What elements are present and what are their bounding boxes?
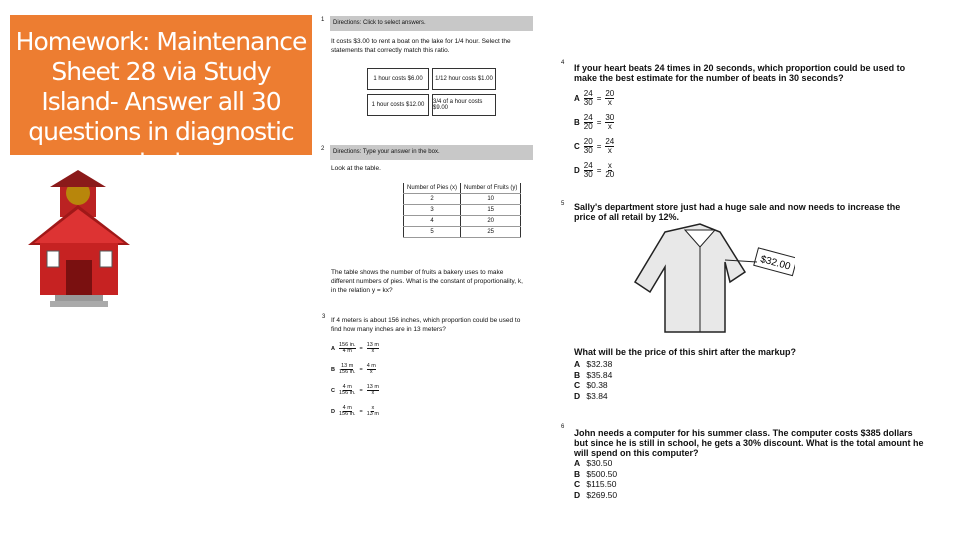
q1-directions: Directions: Click to select answers. <box>330 16 533 31</box>
fraction <box>584 90 593 107</box>
numerator: 156 in. <box>338 341 356 348</box>
option-letter: D <box>574 390 581 401</box>
q2-number: 2 <box>321 146 325 152</box>
q1-number: 1 <box>321 17 325 23</box>
fraction <box>367 406 379 418</box>
q2-directions: Directions: Type your answer in the box. <box>330 145 533 160</box>
q1-option-4[interactable]: 3/4 of a hour costs $9.00 <box>432 94 496 116</box>
fraction <box>584 114 593 131</box>
q1-option-1[interactable]: 1 hour costs $6.00 <box>367 68 429 90</box>
denominator: 20 <box>605 169 615 179</box>
answer-option[interactable]: C $\frac{4 m}{156 in.}$ = $\frac{13 m}{x}$ <box>331 383 379 396</box>
answer-option[interactable]: B $\frac{13 m}{156 in.}$ = $\frac{4 m}{x}$ <box>331 362 376 375</box>
numerator: 24 <box>605 136 615 146</box>
numerator: 4 m <box>342 383 352 390</box>
q5-text: Sally's department store just had a huge sale and now needs to increase the price of all retail by 12%. <box>574 202 901 222</box>
numerator: 24 <box>583 160 593 170</box>
option-letter: B <box>574 369 581 380</box>
option-letter: B <box>331 366 335 373</box>
q5-number: 5 <box>561 201 565 207</box>
denominator: 156 in. <box>338 411 356 417</box>
numerator: 13 m <box>341 362 354 369</box>
fraction <box>605 114 614 131</box>
q3-options <box>331 338 379 422</box>
denominator: 13 m <box>366 411 379 417</box>
slide-title: Homework: Maintenance Sheet 28 via Study Island- Answer all 30 questions in diagnostic test <box>10 15 312 155</box>
q6-text: John needs a computer for his summer class. The computer costs $385 dollars but since he is still in school, he gets a 30% discount. What is the total amount he will spend on this computer? <box>574 428 924 458</box>
q2-cell: 3 <box>404 205 461 216</box>
q6-number: 6 <box>561 424 565 430</box>
denominator: x <box>371 348 375 354</box>
fraction <box>367 385 379 397</box>
fraction <box>339 364 356 376</box>
option-letter: A <box>331 345 335 352</box>
option-value: $32.38 <box>586 359 613 369</box>
option-letter: A <box>574 458 581 468</box>
fraction <box>339 343 356 355</box>
numerator: 13 m <box>366 383 379 390</box>
denominator: 156 in. <box>338 369 356 375</box>
answer-option[interactable] <box>574 359 612 370</box>
denominator: x <box>369 369 373 375</box>
numerator: 20 <box>583 136 593 146</box>
option-letter: B <box>574 117 580 127</box>
q2-intro: Look at the table. <box>331 165 381 172</box>
q4-options <box>574 86 614 182</box>
answer-option[interactable] <box>574 490 617 501</box>
option-letter: B <box>574 468 581 479</box>
answer-option[interactable] <box>574 458 617 469</box>
schoolhouse-image <box>20 165 140 310</box>
q2-table <box>403 183 521 238</box>
q2-header: Number of Pies (x) <box>404 183 461 194</box>
q1-option-3[interactable]: 1 hour costs $12.00 <box>367 94 429 116</box>
option-value: $500.50 <box>586 468 618 479</box>
q2-cell: 10 <box>461 194 521 205</box>
q3-number: 3 <box>322 314 326 320</box>
answer-option[interactable]: A $\frac{24}{30}$ = $\frac{20}{x}$ <box>574 88 615 107</box>
denominator: x <box>607 145 612 155</box>
shirt-image <box>625 222 795 337</box>
fraction <box>339 406 356 418</box>
answer-option[interactable]: B $\frac{24}{20}$ = $\frac{30}{x}$ <box>574 112 615 131</box>
q4-number: 4 <box>561 60 565 66</box>
option-value: $269.50 <box>586 489 618 500</box>
q4-text: If your heart beats 24 times in 20 seconds, which proportion could be used to make the best estimate for the number of beats in 30 seconds? <box>574 63 906 83</box>
denominator: 156 in. <box>338 390 356 396</box>
q2-header: Number of Fruits (y) <box>461 183 521 194</box>
fraction <box>339 385 356 397</box>
fraction <box>605 90 614 107</box>
option-letter: A <box>574 359 581 369</box>
option-letter: C <box>574 141 580 151</box>
denominator: x <box>607 121 612 131</box>
fraction <box>584 162 593 179</box>
fraction <box>605 138 614 155</box>
q2-cell: 2 <box>404 194 461 205</box>
option-value: $0.38 <box>586 380 608 390</box>
numerator: 4 m <box>342 404 352 411</box>
answer-option[interactable] <box>574 370 612 381</box>
denominator: x <box>607 97 612 107</box>
q2-cell: 15 <box>461 205 521 216</box>
option-value: $3.84 <box>586 390 608 401</box>
answer-option[interactable]: D $\frac{24}{30}$ = $\frac{x}{20}$ <box>574 160 615 179</box>
numerator: x <box>607 160 612 170</box>
denominator: x <box>371 390 375 396</box>
numerator: 13 m <box>366 341 379 348</box>
numerator: 24 <box>583 88 593 98</box>
answer-option[interactable]: A $\frac{156 in.}{4 m}$ = $\frac{13 m}{x}$ <box>331 341 379 354</box>
q6-options <box>574 458 617 500</box>
q1-option-2[interactable]: 1/12 hour costs $1.00 <box>432 68 496 90</box>
answer-option[interactable] <box>574 469 617 480</box>
option-letter: D <box>574 165 580 175</box>
q2-cell: 5 <box>404 227 461 238</box>
option-letter: C <box>574 479 581 489</box>
fraction <box>584 138 593 155</box>
q1-text: It costs $3.00 to rent a boat on the lake for 1/4 hour. Select the statements that correctly match this ratio. <box>331 38 511 54</box>
option-letter: A <box>574 93 580 103</box>
fraction <box>367 364 376 376</box>
option-letter: D <box>574 489 581 500</box>
option-letter: C <box>574 380 581 390</box>
denominator: 4 m <box>342 348 352 354</box>
numerator: 4 m <box>366 362 376 369</box>
q5-question: What will be the price of this shirt after the markup? <box>574 347 797 357</box>
denominator: 20 <box>583 121 593 131</box>
fraction <box>605 162 614 179</box>
answer-option[interactable]: C $\frac{20}{30}$ = $\frac{24}{x}$ <box>574 136 615 155</box>
numerator: x <box>371 404 375 411</box>
q2-cell: 25 <box>461 227 521 238</box>
denominator: 30 <box>583 169 593 179</box>
fraction <box>367 343 379 355</box>
q2-text: The table shows the number of fruits a bakery uses to make different numbers of pies. What is the constant of proportionality, k, in the relation y = kx? <box>331 269 523 294</box>
denominator: 30 <box>583 145 593 155</box>
numerator: 20 <box>605 88 615 98</box>
option-value: $35.84 <box>586 369 613 380</box>
answer-option[interactable] <box>574 479 617 490</box>
answer-option[interactable] <box>574 391 612 402</box>
option-value: $30.50 <box>586 458 613 468</box>
q5-options <box>574 359 612 401</box>
option-letter: C <box>331 387 335 394</box>
option-letter: D <box>331 408 335 415</box>
numerator: 24 <box>583 112 593 122</box>
price-tag: $32.00 <box>759 253 792 273</box>
denominator: 30 <box>583 97 593 107</box>
q2-cell: 4 <box>404 216 461 227</box>
numerator: 30 <box>605 112 615 122</box>
option-value: $115.50 <box>586 479 617 489</box>
answer-option[interactable] <box>574 380 612 391</box>
answer-option[interactable]: D $\frac{4 m}{156 in.}$ = $\frac{x}{13 m}$ <box>331 404 379 417</box>
q3-text: If 4 meters is about 156 inches, which proportion could be used to find how many inches are in 13 meters? <box>331 317 521 333</box>
q2-cell: 20 <box>461 216 521 227</box>
